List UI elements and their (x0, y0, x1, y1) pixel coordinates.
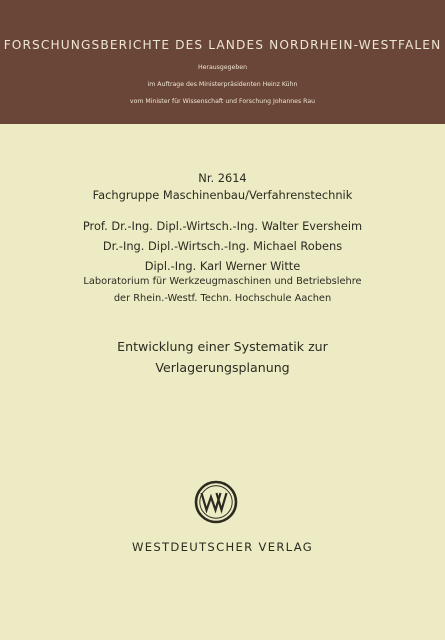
publisher-name: WESTDEUTSCHER VERLAG (131, 540, 314, 554)
institute (0, 273, 445, 307)
book-title-line: Verlagerungsplanung (155, 360, 290, 375)
institute-line: Laboratorium für Werkzeugmaschinen und Betriebslehre (83, 276, 362, 287)
author-list (0, 216, 445, 276)
book-title (0, 336, 445, 378)
series-title: FORSCHUNGSBERICHTE DES LANDES NORDRHEIN-WESTFALEN (3, 38, 442, 52)
wv-publisher-logo-icon (194, 480, 238, 524)
institute-line: der Rhein.-Westf. Techn. Hochschule Aachen (113, 293, 332, 304)
report-number: Nr. 2614 (198, 171, 247, 185)
editor-line-minister: vom Minister für Wissenschaft und Forschung Johannes Rau (129, 98, 316, 105)
editor-label: Herausgegeben (197, 64, 248, 71)
author-line: Dr.-Ing. Dipl.-Wirtsch.-Ing. Michael Robens (102, 239, 343, 253)
author-line: Prof. Dr.-Ing. Dipl.-Wirtsch.-Ing. Walter Eversheim (82, 219, 363, 233)
header-banner (0, 0, 445, 124)
subject-group: Fachgruppe Maschinenbau/Verfahrenstechnik (92, 188, 353, 202)
editor-line-ministerpraesident: im Auftrage des Ministerpräsidenten Heinz Kühn (147, 81, 298, 88)
author-line: Dipl.-Ing. Karl Werner Witte (144, 259, 301, 273)
book-title-line: Entwicklung einer Systematik zur (117, 339, 328, 354)
